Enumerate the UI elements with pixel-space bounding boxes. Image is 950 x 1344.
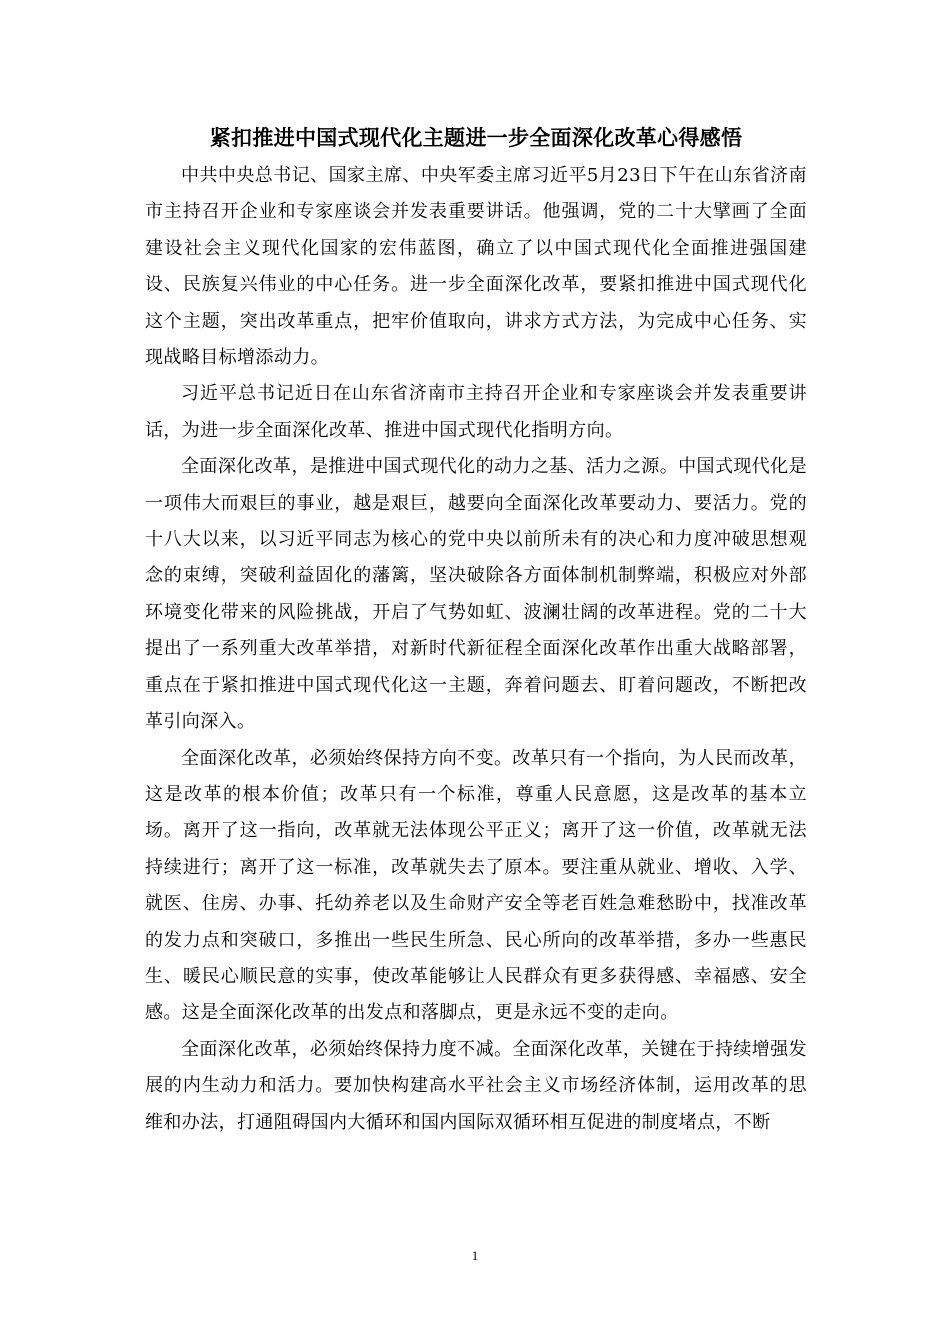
page-number: 1 (471, 1248, 479, 1263)
paragraph: 全面深化改革，是推进中国式现代化的动力之基、活力之源。中国式现代化是一项伟大而艰巨的事业，越是艰巨，越要向全面深化改革要动力、要活力。党的十八大以来，以习近平同志为核心的党中央以前所未有的决心和力度冲破思想观念的束缚，突破利益固化的藩篱，坚决破除各方面体制机制弊端，积极应对外部环境变化带来的风险挑战，开启了气势如虹、波澜壮阔的改革进程。党的二十大提出了一系列重大改革举措，对新时代新征程全面深化改革作出重大战略部署，重点在于紧扣推进中国式现代化这一主题，奔着问题去、盯着问题改，不断把改革引向深入。 (145, 456, 807, 733)
document-body (145, 118, 807, 1141)
paragraph: 中共中央总书记、国家主席、中央军委主席习近平5月23日下午在山东省济南市主持召开企业和专家座谈会并发表重要讲话。他强调，党的二十大擘画了全面建设社会主义现代化国家的宏伟蓝图，确立了以中国式现代化全面推进强国建设、民族复兴伟业的中心任务。进一步全面深化改革，要紧扣推进中国式现代化这个主题，突出改革重点，把牢价值取向，讲求方式方法，为完成中心任务、实现战略目标增添动力。 (145, 165, 807, 369)
paragraph: 全面深化改革，必须始终保持方向不变。改革只有一个指向，为人民而改革，这是改革的根本价值；改革只有一个标准，尊重人民意愿，这是改革的基本立场。离开了这一指向，改革就无法体现公平正义；离开了这一价值，改革就无法持续进行；离开了这一标准，改革就失去了原本。要注重从就业、增收、入学、就医、住房、办事、托幼养老以及生命财产安全等老百姓急难愁盼中，找准改革的发力点和突破口，多推出一些民生所急、民心所向的改革举措，多办一些惠民生、暖民心顺民意的实事，使改革能够让人民群众有更多获得感、幸福感、安全感。这是全面深化改革的出发点和落脚点，更是永远不变的走向。 (145, 747, 807, 1024)
document-title: 紧扣推进中国式现代化主题进一步全面深化改革心得感悟 (209, 126, 743, 150)
paragraph: 全面深化改革，必须始终保持力度不减。全面深化改革，关键在于持续增强发展的内生动力和活力。要加快构建高水平社会主义市场经济体制，运用改革的思维和办法，打通阻碍国内大循环和国内国际双循环相互促进的制度堵点，不断 (145, 1038, 807, 1133)
paragraph: 习近平总书记近日在山东省济南市主持召开企业和专家座谈会并发表重要讲话，为进一步全面深化改革、推进中国式现代化指明方向。 (145, 383, 807, 441)
